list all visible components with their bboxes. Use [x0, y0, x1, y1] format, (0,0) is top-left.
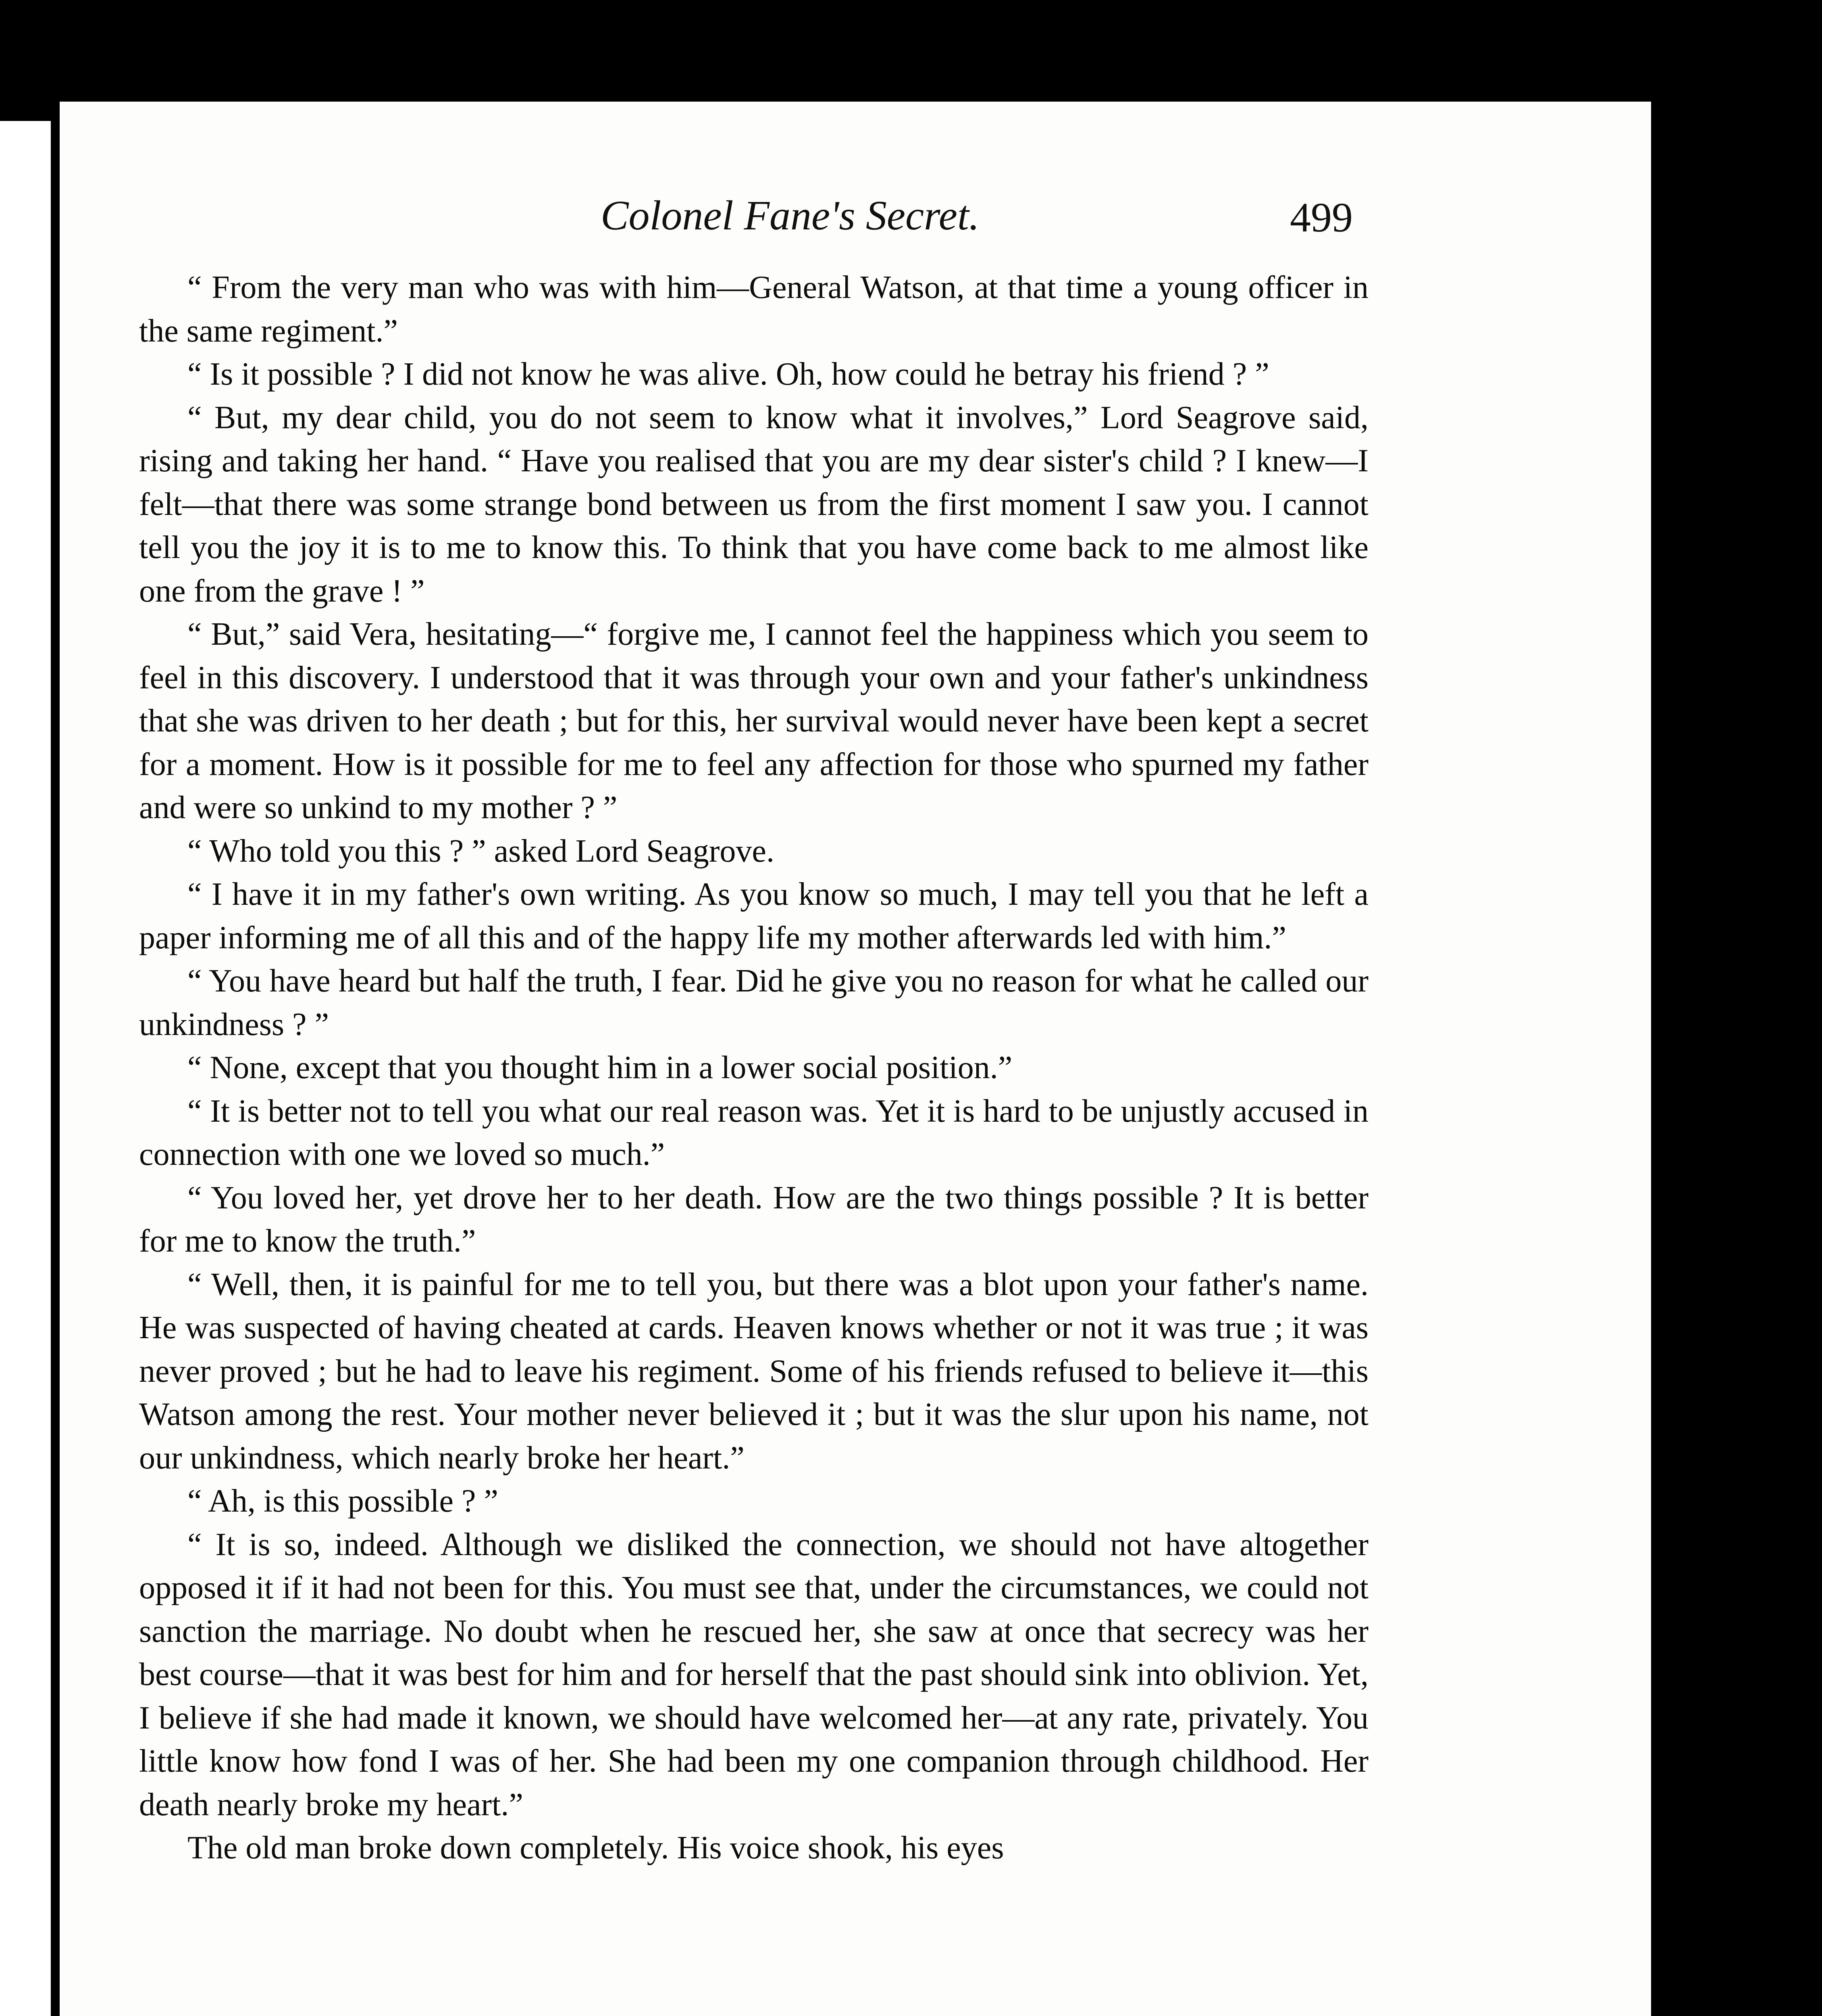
paragraph: “ None, except that you thought him in a lower social position.”: [187, 1050, 1013, 1085]
body-text: [139, 266, 1369, 1870]
running-head: Colonel Fane's Secret.: [601, 192, 980, 239]
paragraph: “ You loved her, yet drove her to her death. How are the two things possible ? It is better for me to know the truth.”: [139, 1180, 1369, 1259]
page-number: 499: [1290, 194, 1353, 241]
paragraph: “ But, my dear child, you do not seem to know what it involves,” Lord Seagrove said, rising and taking her hand. “ Have you realised that you are my dear sister's child ? I knew—I felt—that there was some strange bond between us from the first moment I saw you. I cannot tell you the joy it is to me to know this. To think that you have come back to me almost like one from the grave ! ”: [139, 400, 1369, 609]
paragraph: “ Ah, is this possible ? ”: [187, 1483, 499, 1519]
gutter-shadow: [51, 121, 60, 2016]
paragraph: “ Is it possible ? I did not know he was alive. Oh, how could he betray his friend ? ”: [187, 356, 1269, 392]
paragraph: “ Well, then, it is painful for me to tell you, but there was a blot upon your father's name. He was suspected of having cheated at cards. Heaven knows whether or not it was true ; it was never proved ; but he had to leave his regiment. Some of his friends refused to believe it—this Watson among the rest. Your mother never believed it ; but it was the slur upon his name, not our unkindness, which nearly broke her heart.”: [139, 1266, 1369, 1476]
paragraph: “ I have it in my father's own writing. As you know so much, I may tell you that he left a paper informing me of all this and of the happy life my mother afterwards led with him.”: [139, 877, 1369, 956]
paragraph: “ But,” said Vera, hesitating—“ forgive me, I cannot feel the happiness which you seem to feel in this discovery. I understood that it was through your own and your father's unkindness that she was driven to her death ; but for this, her survival would never have been kept a secret for a moment. How is it possible for me to feel any affection for those who spurned my father and were so unkind to my mother ? ”: [139, 616, 1369, 825]
paragraph: “ It is better not to tell you what our real reason was. Yet it is hard to be unjustly accused in connection with one we loved so much.”: [139, 1093, 1369, 1172]
paragraph: “ Who told you this ? ” asked Lord Seagrove.: [187, 833, 774, 869]
paragraph: “ It is so, indeed. Although we disliked the connection, we should not have altogether opposed it if it had not been for this. You must see that, under the circumstances, we could not sanction the marriage. No doubt when he rescued her, she saw at once that secrecy was her best course—that it was best for him and for herself that the past should sink into oblivion. Yet, I believe if she had made it known, we should have welcomed her—at any rate, privately. You little know how fond I was of her. She had been my one companion through childhood. Her death nearly broke my heart.”: [139, 1527, 1369, 1822]
adjacent-page-edge: [0, 121, 62, 2016]
paragraph: The old man broke down completely. His voice shook, his eyes: [187, 1830, 1004, 1866]
paragraph: “ From the very man who was with him—General Watson, at that time a young officer in the same regiment.”: [139, 270, 1369, 349]
paragraph: “ You have heard but half the truth, I fear. Did he give you no reason for what he called our unkindness ? ”: [139, 963, 1369, 1042]
